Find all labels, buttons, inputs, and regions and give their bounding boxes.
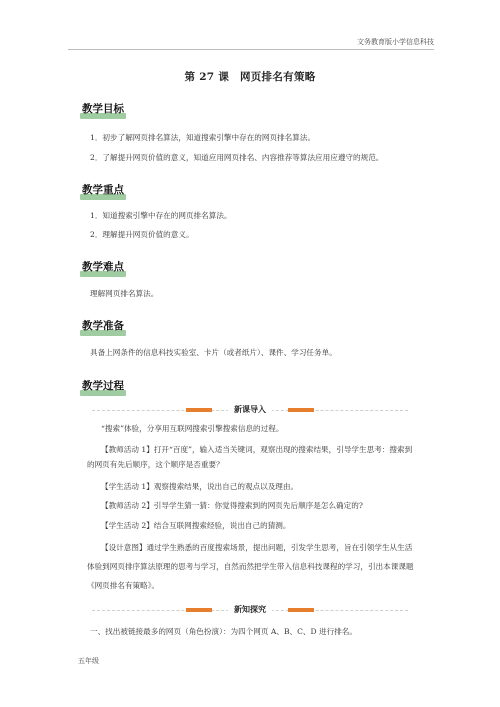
difficulty-text: 理解网页排名算法。: [90, 289, 159, 298]
goal-item-2: 2．了解提升网页价值的意义，知道应用网页排名、内容推荐等算法应用应遵守的规范。: [90, 153, 384, 162]
intro-paragraph-5: 【学生活动 2】结合互联网搜索经验，说出自己的猜测。: [101, 521, 291, 530]
subheading-intro: [0, 404, 500, 415]
grade-footer: 五年级: [78, 657, 99, 665]
subheading-explore-label: 新知探究: [228, 604, 272, 614]
key-point-item-1: 1．知道搜索引擎中存在的网页排名算法。: [90, 211, 232, 220]
heading-process-label: 教学过程: [82, 380, 124, 392]
goal-item-1: 1．初步了解网页排名算法，知道搜索引擎中存在的网页排名算法。: [90, 133, 316, 142]
heading-goals: [80, 101, 126, 116]
intro-paragraph-2: 【教师活动 1】打开“百度”，输入适当关键词，观察出现的搜索结果，引导学生思考：搜索到的网页有先后顺序，这个顺序是否重要？: [87, 445, 413, 469]
subheading-intro-label: 新课导入: [228, 404, 272, 414]
heading-difficulty: [80, 259, 126, 274]
preparation-text: 具备上网条件的信息科技实验室、卡片（或者纸片）、课件、学习任务单。: [90, 348, 337, 357]
heading-process: [80, 378, 126, 393]
heading-goals-label: 教学目标: [82, 103, 124, 115]
intro-paragraph-4: 【教师活动 2】引导学生猜一猜：你觉得搜索到的网页先后顺序是怎么确定的?: [101, 501, 363, 510]
heading-preparation: [80, 318, 126, 333]
publisher-header: 文务教育版小学信息科技: [357, 38, 434, 46]
intro-paragraph-1: “搜索”体验，分享用互联网搜索引擎搜索信息的过程。: [101, 424, 284, 433]
heading-difficulty-label: 教学难点: [82, 261, 124, 273]
explore-paragraph-1: 一、找出被链接最多的网页（角色扮演）：为四个网页 A、B、C、D 进行排名。: [90, 627, 357, 636]
header-divider: [68, 49, 434, 50]
heading-key-points: [80, 182, 126, 197]
heading-key-points-label: 教学重点: [82, 184, 124, 196]
subheading-explore: [0, 604, 500, 615]
lesson-title: 第 27 课 网页排名有策略: [184, 71, 316, 83]
intro-paragraph-3: 【学生活动 1】观察搜索结果，说出自己的观点以及理由。: [101, 482, 299, 491]
key-point-item-2: 2．理解提升网页价值的意义。: [90, 230, 194, 239]
intro-paragraph-6: 【设计意图】通过学生熟悉的百度搜索场景，提出问题，引发学生思考，旨在引领学生从生活体验到网页排序算法原理的思考与学习，自然而然把学生带入信息科技课程的学习，引出本课课题《网页排名有策略》。: [87, 543, 414, 590]
heading-preparation-label: 教学准备: [82, 320, 124, 332]
